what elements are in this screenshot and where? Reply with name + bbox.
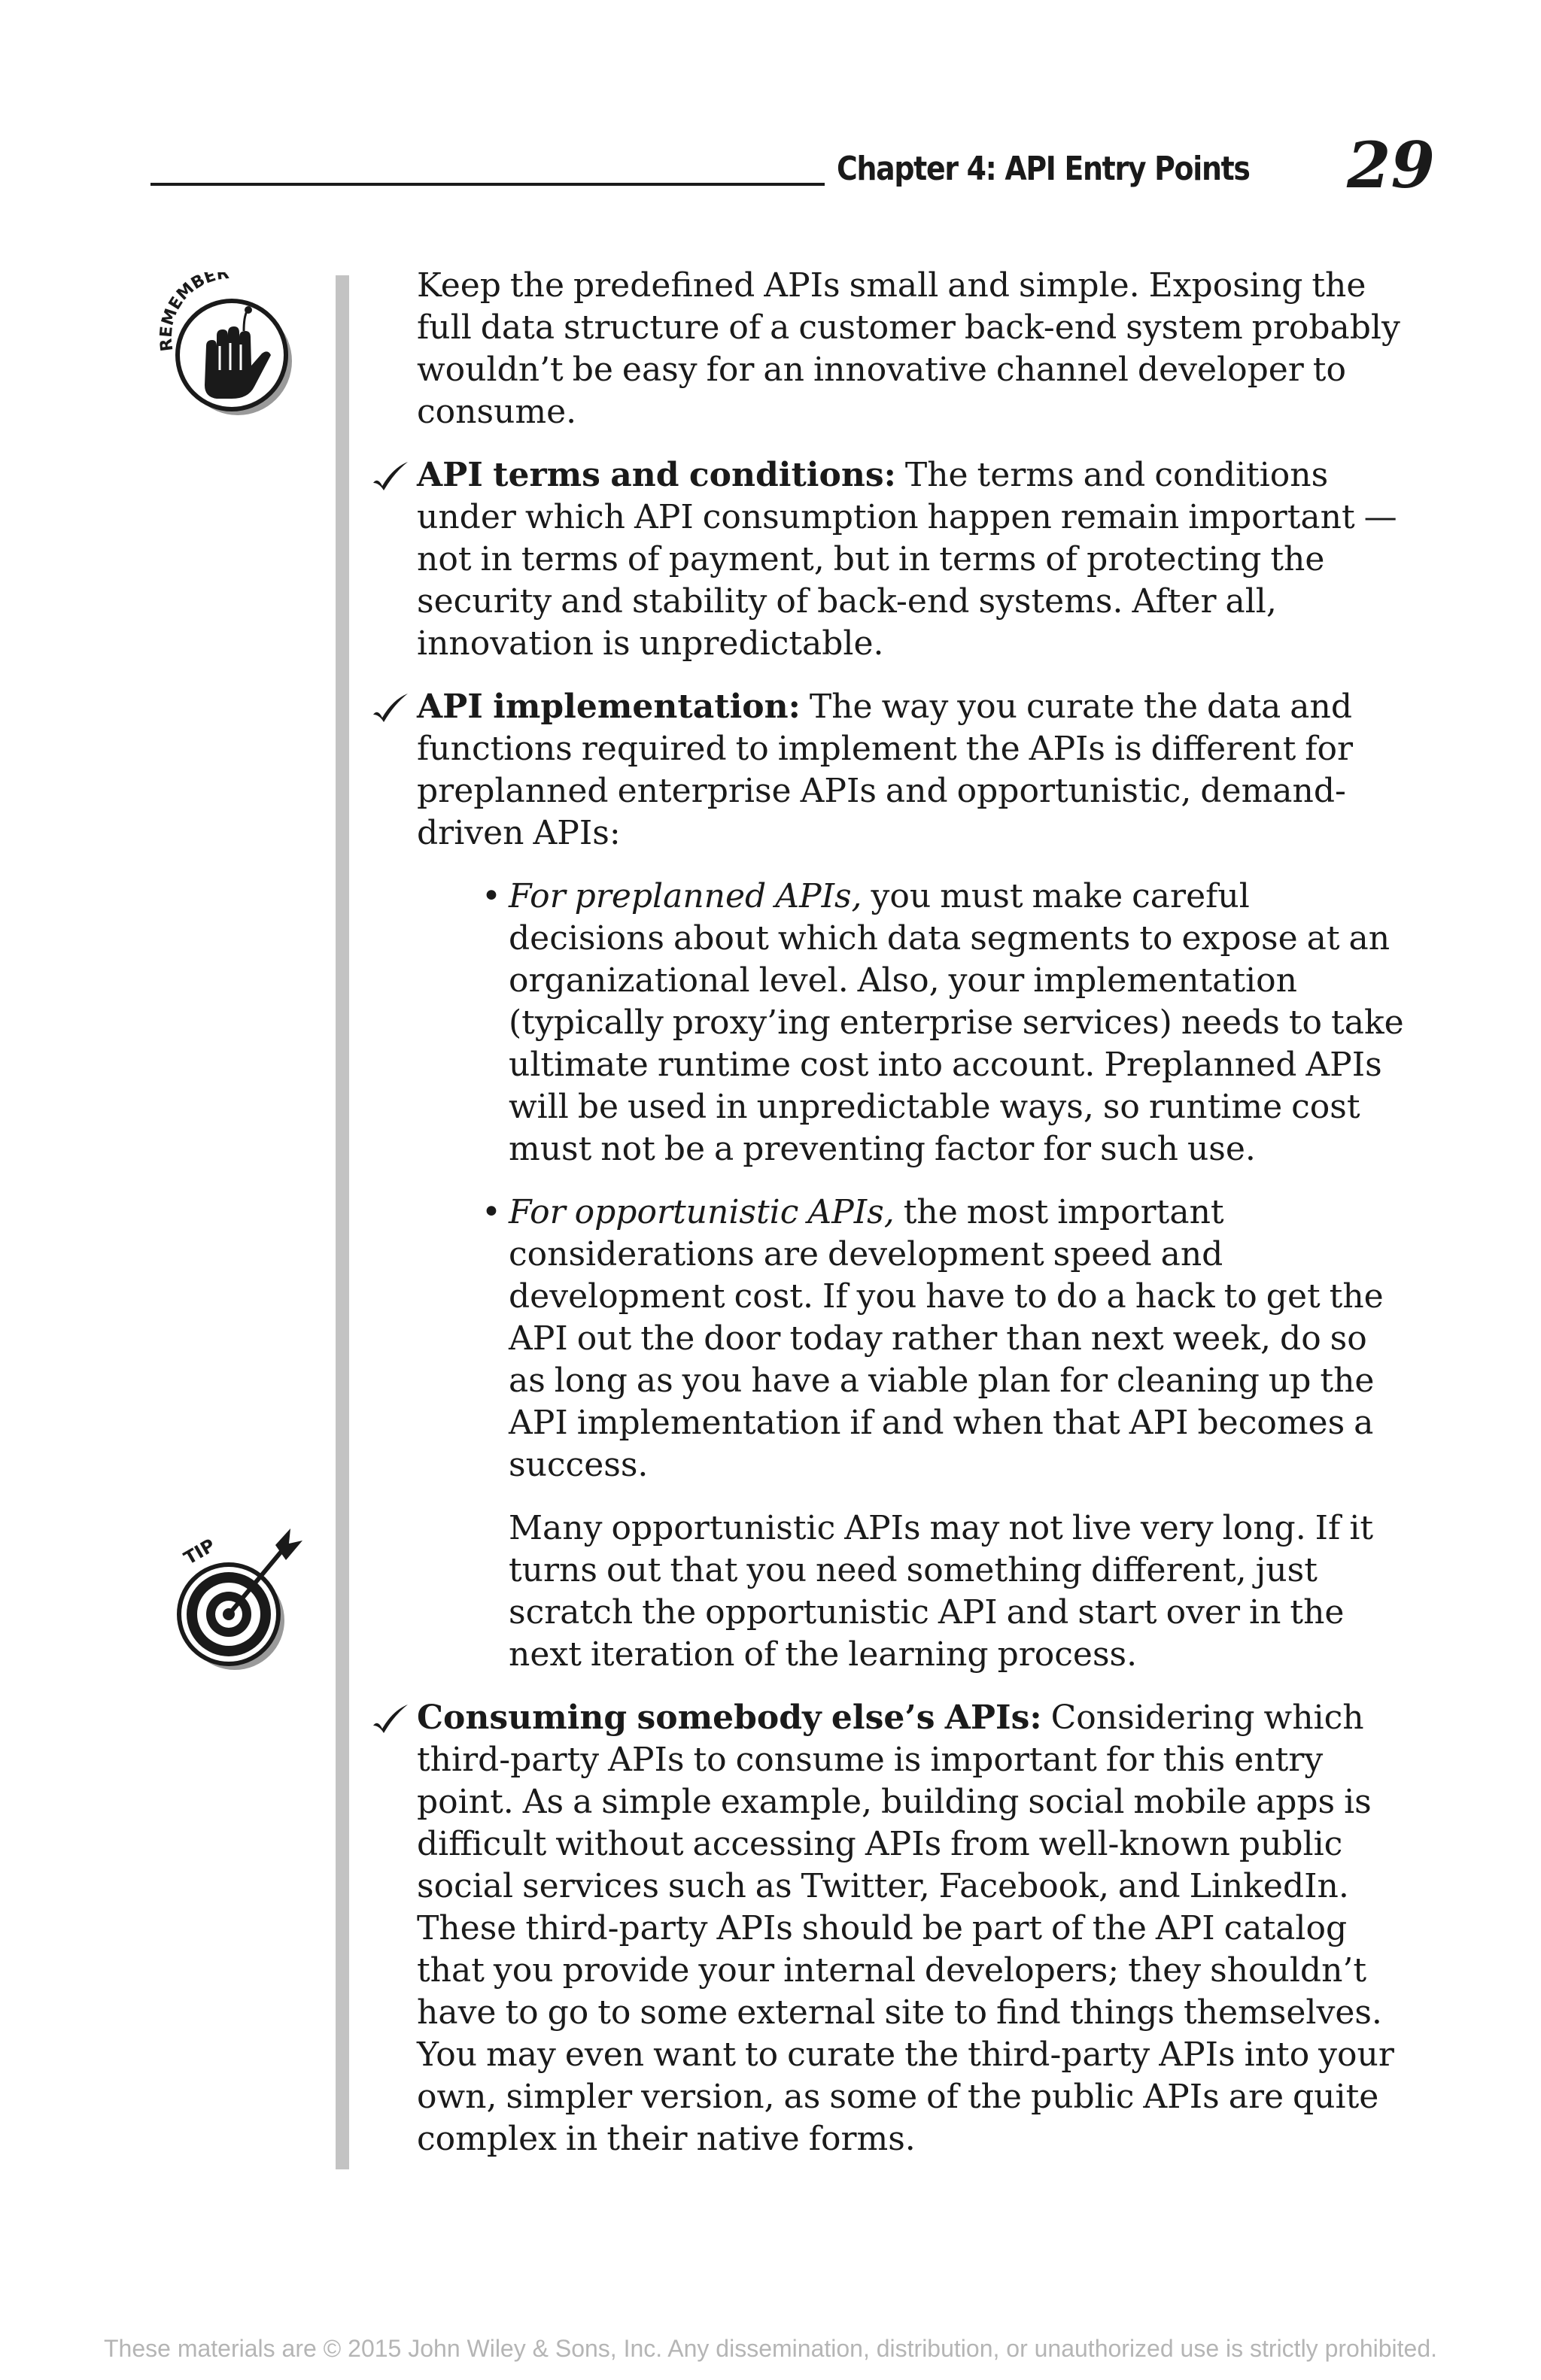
list-item [349, 1697, 1410, 2160]
tip-label: TIP [180, 1535, 219, 1569]
item-term: Consuming somebody else’s APIs: [417, 1698, 1042, 1737]
tip-icon [170, 1524, 302, 1674]
remember-label: REMEMBER [157, 272, 230, 353]
remember-icon [150, 272, 301, 423]
bullet-item [349, 1192, 1410, 1486]
header-rule [150, 183, 825, 186]
bullet-item [349, 876, 1410, 1170]
bullet-text: you must make careful decisions about which data segments to expose at an organizational level. Also, your implementation (typically proxy’ing enterprise services) needs to take ultimate runtime cost into account. Preplanned APIs will be used in unpredictable ways, so runtime cost must not be a preventing factor for such use. [509, 877, 1404, 1168]
bullet-lead: For opportunistic APIs, [509, 1193, 895, 1231]
item-text: The way you curate the data and functions required to implement the APIs is different for preplanned enterprise APIs and opportunistic, demand-driven APIs: [417, 688, 1354, 852]
checkmark-icon [372, 460, 409, 490]
tip-paragraph: Many opportunistic APIs may not live very long. If it turns out that you need something different, just scratch the opportunistic API and start over in the next iteration of the learning process. [509, 1509, 1374, 1674]
item-term: API implementation: [417, 688, 801, 726]
sidebar-rule [336, 275, 349, 2169]
item-text: Considering which third-party APIs to consume is important for this entry point. As a simple example, building social mobile apps is difficult without accessing APIs from well-known public social services such as Twitter, Facebook, and LinkedIn. These third-party APIs should be part of the API catalog that you provide your internal developers; they shouldn’t have to go to some external site to find things themselves. You may even want to curate the third-party APIs into your own, simpler version, as some of the public APIs are quite complex in their native forms. [417, 1698, 1394, 2158]
page-content [349, 265, 1410, 2160]
bullet-dot-icon: • [482, 1193, 501, 1231]
bullet-dot-icon: • [482, 877, 501, 915]
copyright-footer: These materials are © 2015 John Wiley & Sons, Inc. Any dissemination, distribution, or unauthorized use is strictly prohibited. [104, 2335, 1437, 2362]
chapter-title: Chapter 4: API Entry Points [837, 150, 1250, 188]
checkmark-icon [372, 1703, 409, 1733]
bullet-text: the most important considerations are development speed and development cost. If you have to do a hack to get the API out the door today rather than next week, do so as long as you have a viable plan for cleaning up the API implementation if and when that API becomes a success. [509, 1193, 1384, 1484]
bullet-lead: For preplanned APIs, [509, 877, 862, 915]
checkmark-icon [372, 692, 409, 722]
page-number: 29 [1347, 128, 1435, 202]
list-item [349, 454, 1410, 665]
intro-paragraph: Keep the predefined APIs small and simple. Exposing the full data structure of a customer back-end system probably wouldn’t be easy for an innovative channel developer to consume. [417, 266, 1400, 431]
item-text: The terms and conditions under which API consumption happen remain important — not in terms of payment, but in terms of protecting the security and stability of back-end systems. After all, innovation is unpredictable. [417, 456, 1397, 663]
list-item [349, 686, 1410, 855]
tip-target-icon [170, 1524, 302, 1674]
item-term: API terms and conditions: [417, 456, 896, 494]
remember-hand-icon [150, 272, 301, 423]
